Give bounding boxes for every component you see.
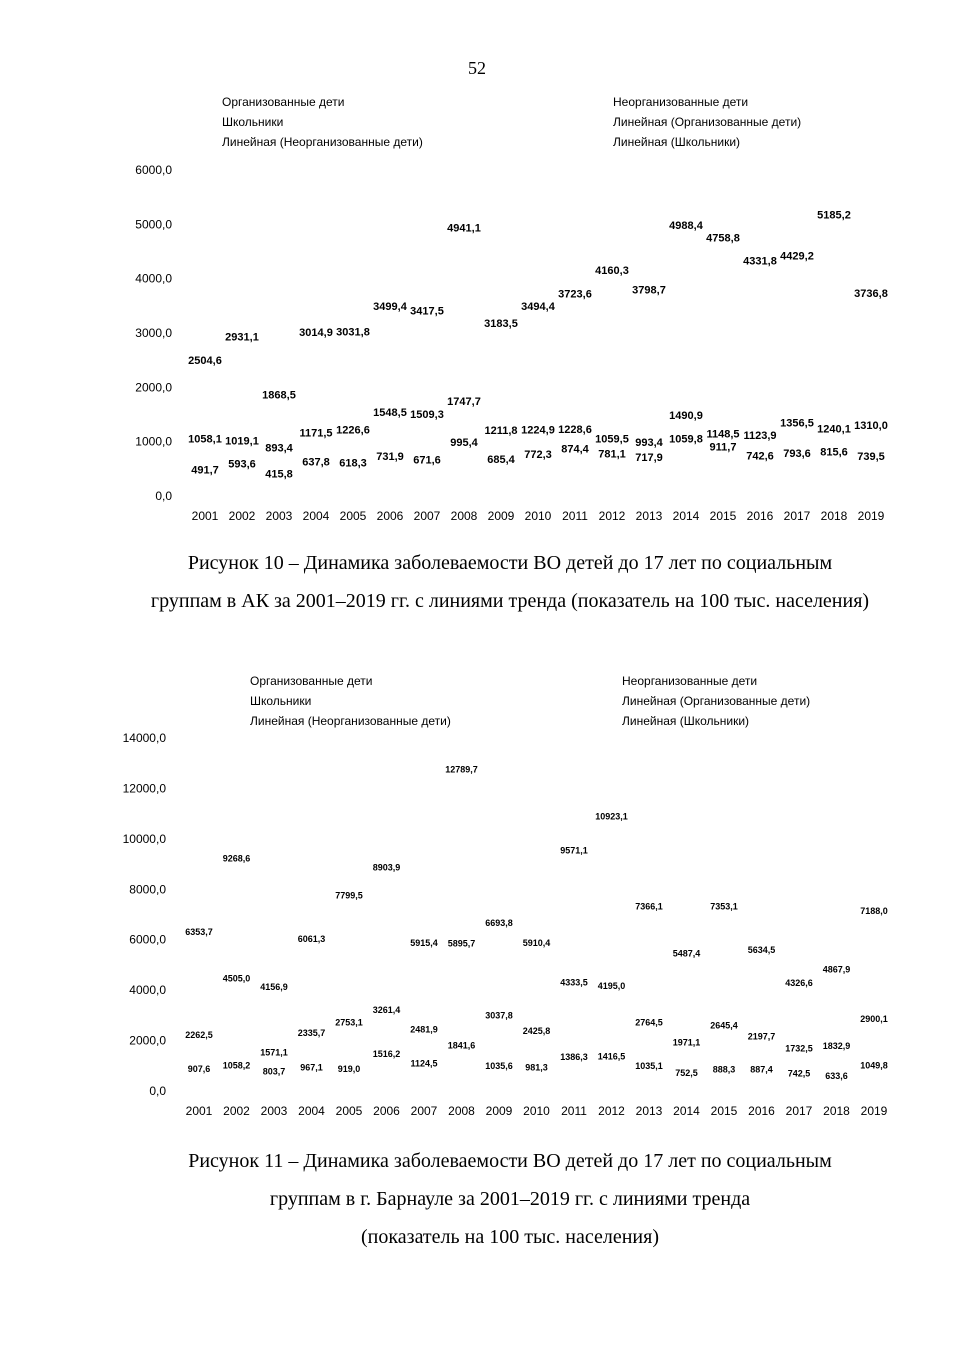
data-label: 911,7	[709, 441, 737, 454]
data-label: 593,6	[228, 458, 256, 471]
x-tick-label: 2012	[598, 509, 626, 523]
x-tick-label: 2012	[598, 1104, 625, 1118]
data-label: 685,4	[487, 453, 515, 466]
x-tick-label: 2001	[191, 509, 219, 523]
data-label: 1226,6	[336, 424, 370, 437]
data-label: 739,5	[857, 450, 885, 463]
data-label: 752,5	[675, 1068, 698, 1079]
x-tick-label: 2017	[783, 509, 811, 523]
data-label: 1310,0	[854, 419, 888, 432]
y-tick-label: 6000,0	[135, 163, 172, 177]
data-label: 1509,3	[410, 408, 444, 421]
data-label: 1732,5	[785, 1043, 813, 1054]
x-tick-label: 2003	[265, 509, 293, 523]
y-tick-label: 6000,0	[129, 932, 166, 947]
x-tick-label: 2002	[223, 1104, 250, 1118]
data-label: 888,3	[712, 1064, 736, 1075]
data-label: 1211,8	[484, 425, 518, 438]
legend-entry: Неорганизованные дети	[613, 95, 749, 109]
y-tick-label: 10000,0	[122, 831, 166, 846]
y-tick-label: 8000,0	[129, 882, 166, 897]
data-label: 1416,5	[597, 1051, 626, 1062]
x-tick-label: 2015	[709, 509, 737, 523]
data-label: 742,5	[787, 1068, 811, 1079]
legend-entry: Линейная (Организованные дети)	[613, 115, 802, 129]
legend-entry: Организованные дети	[250, 674, 373, 688]
x-tick-label: 2013	[635, 1104, 663, 1118]
x-tick-label: 2001	[185, 1104, 213, 1118]
data-label: 637,8	[302, 456, 330, 469]
x-tick-label: 2010	[524, 509, 552, 523]
x-tick-label: 2003	[260, 1104, 288, 1118]
data-label: 5185,2	[817, 209, 851, 222]
data-label: 4941,1	[447, 222, 481, 235]
x-tick-label: 2002	[228, 509, 256, 523]
data-label: 717,9	[635, 451, 663, 464]
data-label: 981,3	[525, 1062, 548, 1073]
data-label: 742,6	[746, 450, 774, 463]
data-label: 1059,8	[669, 433, 703, 446]
data-label: 2931,1	[225, 331, 259, 344]
x-tick-label: 2011	[562, 509, 588, 523]
data-label: 9571,1	[560, 845, 588, 856]
figure-11-caption-line-1: Рисунок 11 – Динамика заболеваемости ВО детей до 17 лет по социальным	[188, 1150, 832, 1172]
x-tick-label: 2004	[298, 1104, 325, 1118]
data-label: 415,8	[265, 468, 293, 481]
x-tick-label: 2008	[450, 509, 478, 523]
x-tick-label: 2014	[673, 1104, 700, 1118]
x-tick-label: 2018	[823, 1104, 850, 1118]
figure-10-caption-line-1: Рисунок 10 – Динамика заболеваемости ВО детей до 17 лет по социальным	[187, 552, 833, 574]
data-label: 5910,4	[522, 937, 551, 948]
page-number: 52	[468, 58, 486, 78]
data-label: 3736,8	[854, 287, 888, 300]
y-tick-label: 0,0	[155, 489, 172, 503]
data-label: 1058,1	[188, 433, 222, 446]
data-label: 2645,4	[710, 1020, 738, 1031]
y-tick-label: 5000,0	[135, 217, 172, 232]
data-label: 6693,8	[485, 918, 513, 929]
data-label: 4758,8	[706, 232, 740, 245]
data-label: 781,1	[598, 448, 626, 461]
data-label: 4867,9	[822, 964, 851, 975]
x-tick-label: 2005	[335, 1104, 363, 1118]
data-label: 7366,1	[635, 901, 663, 912]
data-label: 6061,3	[297, 934, 326, 945]
data-label: 1049,8	[860, 1060, 888, 1071]
data-label: 995,4	[450, 436, 478, 449]
x-tick-label: 2019	[860, 1104, 888, 1118]
data-label: 5895,7	[447, 938, 476, 949]
data-label: 9268,6	[222, 853, 251, 864]
data-label: 2900,1	[860, 1013, 888, 1024]
data-label: 772,3	[524, 449, 552, 462]
figure-11-caption	[60, 1142, 954, 1256]
y-tick-label: 0,0	[149, 1084, 166, 1098]
data-label: 3499,4	[373, 300, 407, 313]
x-tick-label: 2011	[561, 1104, 587, 1118]
data-label: 6353,7	[185, 926, 213, 937]
data-label: 4429,2	[780, 250, 814, 263]
data-label: 887,4	[750, 1064, 773, 1075]
data-label: 3261,4	[372, 1004, 401, 1015]
data-label: 1171,5	[299, 427, 333, 440]
data-label: 1124,5	[410, 1058, 438, 1069]
data-label: 919,0	[337, 1063, 361, 1074]
data-label: 4160,3	[595, 264, 629, 277]
data-label: 893,4	[265, 442, 293, 455]
data-label: 1490,9	[669, 409, 703, 422]
data-label: 671,6	[413, 454, 441, 467]
data-label: 1019,1	[225, 435, 259, 448]
x-tick-label: 2017	[785, 1104, 813, 1118]
x-tick-label: 2010	[523, 1104, 550, 1118]
data-label: 793,6	[783, 447, 811, 460]
data-label: 5487,4	[672, 948, 701, 959]
figure-11-caption-line-3: (показатель на 100 тыс. населения)	[361, 1226, 659, 1248]
x-tick-label: 2007	[410, 1104, 438, 1118]
data-label: 2481,9	[410, 1024, 438, 1035]
data-label: 803,7	[262, 1066, 286, 1077]
legend-entry: Школьники	[222, 115, 284, 129]
legend-entry: Линейная (Неорганизованные дети)	[250, 714, 451, 728]
x-tick-label: 2013	[635, 509, 663, 523]
data-label: 3183,5	[484, 318, 518, 331]
figure-10-caption-line-2: группам в АК за 2001–2019 гг. с линиями тренда (показатель на 100 тыс. населения)	[150, 590, 870, 612]
data-label: 1123,9	[743, 429, 777, 442]
data-label: 4333,5	[560, 977, 588, 988]
data-label: 618,3	[339, 457, 367, 470]
data-label: 874,4	[561, 443, 589, 456]
data-label: 4505,0	[222, 973, 251, 984]
data-label: 907,6	[187, 1064, 211, 1075]
data-label: 3014,9	[299, 327, 333, 340]
legend-entry: Организованные дети	[222, 95, 345, 109]
data-label: 1059,5	[595, 433, 629, 446]
data-label: 2753,1	[335, 1017, 363, 1028]
data-label: 3723,6	[558, 288, 592, 301]
data-label: 993,4	[635, 437, 663, 450]
data-label: 491,7	[191, 464, 219, 477]
x-tick-label: 2008	[448, 1104, 475, 1118]
data-label: 3037,8	[485, 1010, 513, 1021]
y-tick-label: 2000,0	[135, 380, 172, 395]
data-label: 731,9	[376, 451, 404, 464]
data-label: 1148,5	[706, 428, 740, 441]
x-tick-label: 2009	[485, 1104, 513, 1118]
data-label: 1240,1	[817, 423, 851, 436]
data-label: 4988,4	[669, 219, 703, 232]
data-label: 4326,6	[785, 977, 813, 988]
data-label: 3417,5	[410, 305, 444, 318]
data-label: 2197,7	[747, 1031, 776, 1042]
legend-entry: Линейная (Неорганизованные дети)	[222, 135, 423, 149]
data-label: 5915,4	[410, 937, 438, 948]
data-label: 1971,1	[672, 1037, 701, 1048]
y-tick-label: 12000,0	[122, 781, 166, 796]
data-label: 7353,1	[710, 901, 738, 912]
data-label: 1386,3	[560, 1052, 588, 1063]
data-label: 8903,9	[372, 862, 401, 873]
x-tick-label: 2005	[339, 509, 367, 523]
data-label: 3798,7	[632, 284, 666, 297]
data-label: 10923,1	[595, 811, 628, 822]
legend-entry: Линейная (Организованные дети)	[622, 694, 811, 708]
data-label: 815,6	[820, 446, 848, 459]
x-tick-label: 2007	[413, 509, 441, 523]
data-label: 5634,5	[747, 944, 776, 955]
x-tick-label: 2009	[487, 509, 515, 523]
data-label: 2504,6	[188, 354, 222, 367]
data-label: 1516,2	[372, 1048, 401, 1059]
data-label: 3031,8	[336, 326, 370, 339]
x-tick-label: 2018	[820, 509, 848, 523]
legend-entry: Неорганизованные дети	[622, 674, 758, 688]
data-label: 1832,9	[822, 1040, 851, 1051]
y-tick-label: 14000,0	[122, 731, 166, 745]
y-tick-label: 1000,0	[135, 434, 172, 449]
y-tick-label: 4000,0	[129, 983, 166, 998]
legend-entry: Линейная (Школьники)	[622, 714, 750, 728]
data-label: 2425,8	[522, 1025, 551, 1036]
data-label: 1356,5	[780, 417, 814, 430]
x-tick-label: 2014	[672, 509, 700, 523]
data-label: 4156,9	[260, 982, 288, 993]
data-label: 7188,0	[860, 905, 888, 916]
data-label: 2764,5	[635, 1017, 663, 1028]
data-label: 7799,5	[335, 890, 363, 901]
data-label: 3494,4	[521, 301, 555, 314]
data-label: 1035,1	[635, 1060, 663, 1071]
data-label: 2262,5	[185, 1029, 213, 1040]
data-label: 1035,6	[485, 1060, 513, 1071]
x-tick-label: 2015	[710, 1104, 738, 1118]
y-tick-label: 3000,0	[135, 326, 172, 340]
y-tick-label: 2000,0	[129, 1033, 166, 1048]
data-label: 12789,7	[445, 764, 478, 775]
data-label: 1571,1	[260, 1047, 288, 1058]
legend-entry: Школьники	[250, 694, 312, 708]
data-label: 4331,8	[743, 255, 777, 268]
y-tick-label: 4000,0	[135, 271, 172, 286]
x-tick-label: 2004	[302, 509, 330, 523]
data-label: 1548,5	[373, 406, 407, 419]
x-tick-label: 2016	[748, 1104, 775, 1118]
legend-entry: Линейная (Школьники)	[613, 135, 741, 149]
data-label: 1224,9	[521, 424, 555, 437]
data-label: 1747,7	[447, 396, 481, 409]
x-tick-label: 2016	[746, 509, 774, 523]
x-tick-label: 2006	[376, 509, 404, 523]
data-label: 633,6	[825, 1071, 848, 1082]
data-label: 4195,0	[597, 981, 626, 992]
data-label: 1868,5	[262, 389, 296, 402]
x-tick-label: 2006	[373, 1104, 400, 1118]
data-label: 967,1	[300, 1062, 323, 1073]
x-tick-label: 2019	[857, 509, 885, 523]
data-label: 1841,6	[447, 1040, 476, 1051]
data-label: 1058,2	[222, 1060, 251, 1071]
figure-11-caption-line-2: группам в г. Барнауле за 2001–2019 гг. с линиями тренда	[269, 1188, 751, 1210]
data-label: 2335,7	[297, 1028, 326, 1039]
data-label: 1228,6	[558, 424, 592, 437]
